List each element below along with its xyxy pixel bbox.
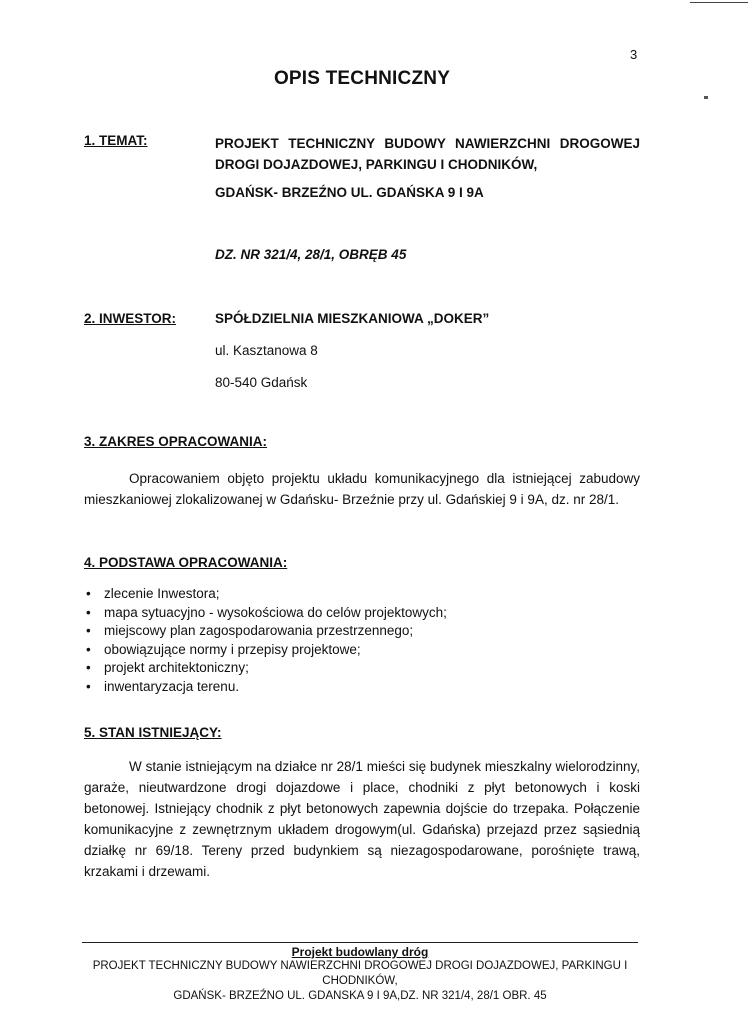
list-item-text: miejscowy plan zagospodarowania przestrzennego; (104, 623, 414, 638)
list-item (84, 678, 447, 697)
section-temat-label: 1. TEMAT: (84, 133, 148, 148)
list-item-text: zlecenie Inwestora; (104, 586, 220, 601)
list-item (84, 585, 447, 604)
section-temat-location: GDAŃSK- BRZEŹNO UL. GDAŃSKA 9 I 9A (215, 185, 484, 200)
footer-divider (82, 942, 638, 943)
section-stan-text: W stanie istniejącym na działce nr 28/1 mieści się budynek mieszkalny wielorodzinny, garaże, nieutwardzone drogi dojazdowe i place, chodniki z płyt betonowych i koski betonowej. Istniejący chodnik z płyt betonowych zapewnia dojście do trzepaka. Połączenie komunikacyjne z zewnętrznym układem drogowym(ul. Gdańska) przejazd przez sąsiednią działkę nr 69/18. Tereny przed budynkiem są niezagospodarowane, porośnięte trawą, krzakami i drzewami. (84, 759, 640, 879)
investor-city: 80-540 Gdańsk (215, 375, 308, 390)
list-item-text: projekt architektoniczny; (104, 660, 249, 675)
section-zakres-text: Opracowaniem objęto projektu układu komunikacyjnego dla istniejącej zabudowy mieszkaniowej zlokalizowanej w Gdańsku- Brzeźnie przy ul. Gdańskiej 9 i 9A, dz. nr 28/1. (84, 471, 640, 507)
footer-line-1: PROJEKT TECHNICZNY BUDOWY NAWIERZCHNI DROGOWEJ DROGI DOJAZDOWEJ, PARKINGU I CHODNIKÓW, (92, 960, 628, 987)
section-temat-text: PROJEKT TECHNICZNY BUDOWY NAWIERZCHNI DROGOWEJ DROGI DOJAZDOWEJ, PARKINGU I CHODNIKÓW, (215, 136, 640, 172)
page-number: 3 (630, 47, 638, 62)
list-item (84, 641, 447, 660)
section-zakres-paragraph (84, 468, 640, 510)
bullet-icon: • (86, 623, 91, 638)
section-inwestor-label: 2. INWESTOR: (84, 311, 177, 326)
bullet-icon: • (86, 604, 91, 620)
list-item (84, 659, 447, 678)
bullet-icon: • (86, 641, 91, 657)
list-item-text: mapa sytuacyjno - wysokościowa do celów projektowych; (104, 604, 447, 620)
basis-list (84, 585, 447, 696)
list-item (84, 622, 447, 641)
section-stan-label: 5. STAN ISTNIEJĄCY: (84, 725, 222, 740)
bullet-icon: • (86, 660, 91, 675)
list-item (84, 604, 447, 623)
footer-text (80, 959, 640, 1004)
page-title: OPIS TECHNICZNY (273, 68, 451, 89)
scan-mark (704, 96, 708, 99)
footer-title: Projekt budowlany dróg (291, 945, 429, 959)
list-item-text: inwentaryzacja terenu. (104, 678, 240, 694)
list-item-text: obowiązujące normy i przepisy projektowe; (104, 641, 361, 657)
investor-street: ul. Kasztanowa 8 (215, 343, 318, 358)
bullet-icon: • (86, 678, 91, 694)
footer-line-2: GDAŃSK- BRZEŹNO UL. GDANSKA 9 I 9A,DZ. NR 321/4, 28/1 OBR. 45 (173, 990, 547, 1002)
scan-edge-line (690, 2, 748, 3)
section-temat-plot: DZ. NR 321/4, 28/1, OBRĘB 45 (215, 247, 407, 262)
section-zakres-label: 3. ZAKRES OPRACOWANIA: (84, 434, 268, 449)
bullet-icon: • (86, 586, 91, 601)
section-podstawa-label: 4. PODSTAWA OPRACOWANIA: (84, 555, 288, 570)
investor-name: SPÓŁDZIELNIA MIESZKANIOWA „DOKER” (215, 311, 490, 326)
section-stan-paragraph (84, 756, 640, 882)
